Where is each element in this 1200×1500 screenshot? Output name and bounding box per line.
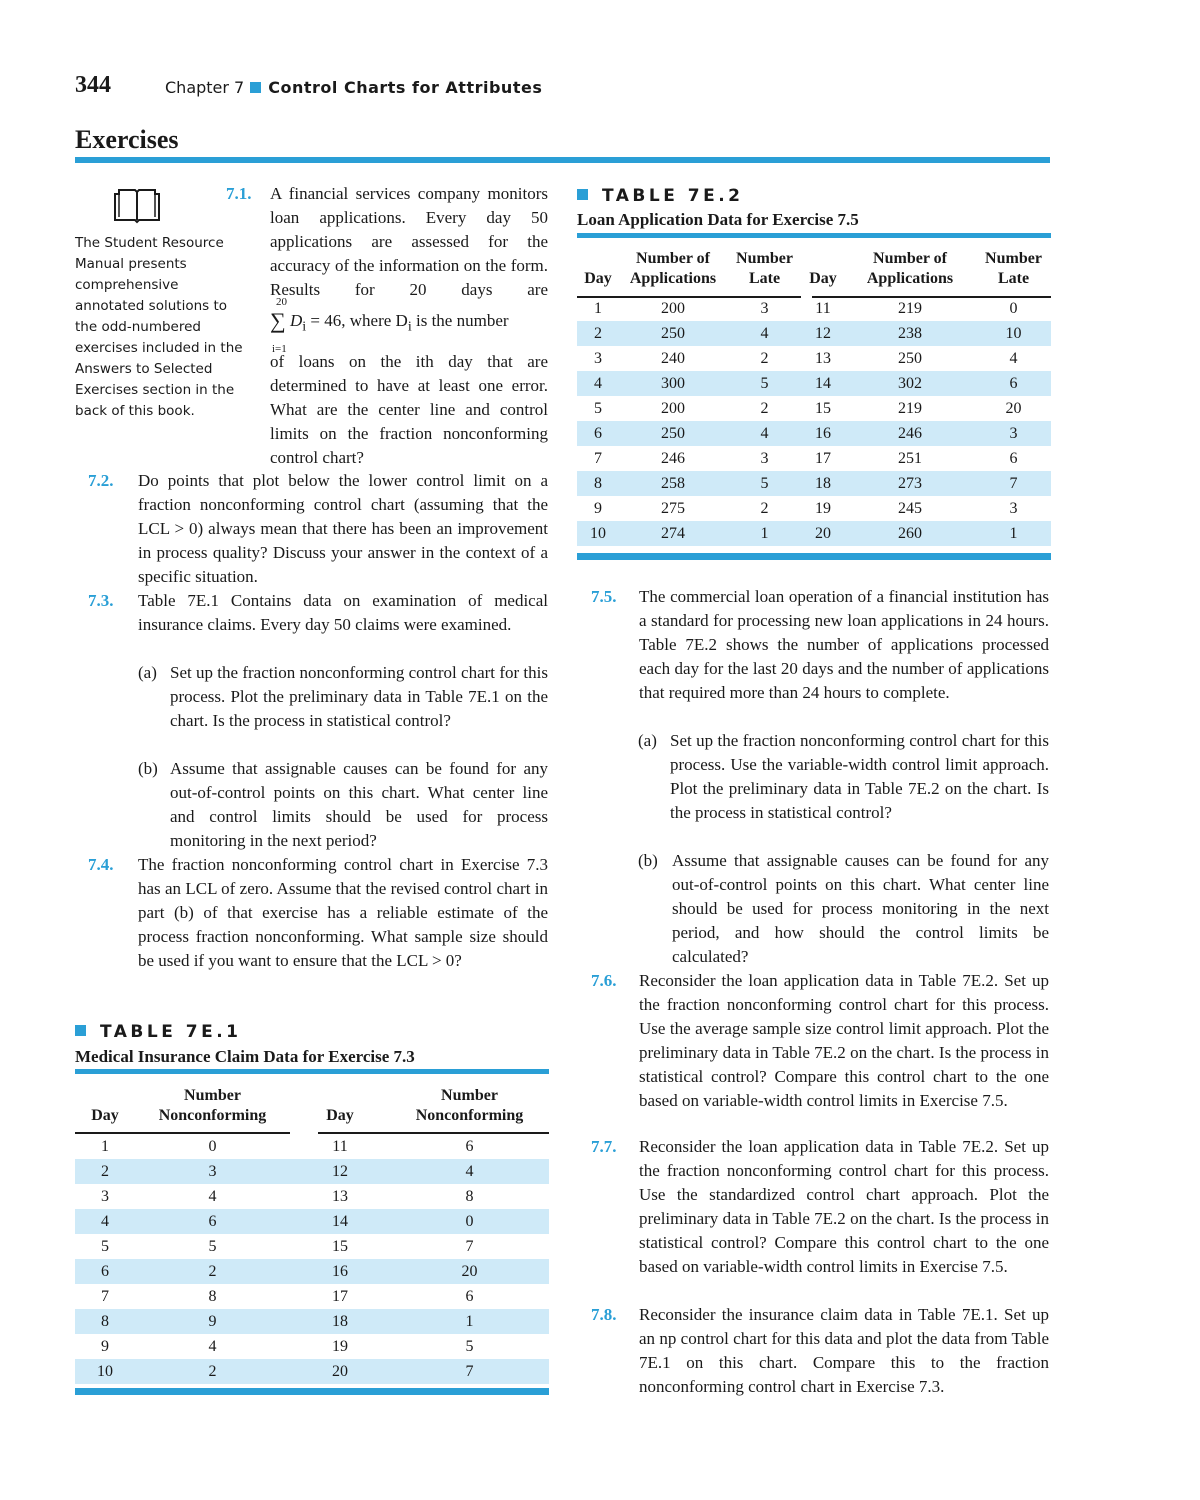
table-cell: 250 [898,349,922,367]
table-caption: Loan Application Data for Exercise 7.5 [577,210,859,229]
header-rule [577,296,801,298]
table-cell: 238 [844,321,976,346]
table-cell: 7 [390,1359,549,1384]
table-cell: 250 [619,321,727,346]
table-cell: 1 [101,1137,109,1155]
table-cell: 275 [661,499,685,517]
table-cell: 11 [815,299,831,317]
exercise-number: 7.5. [591,587,617,606]
exercise-text: Reconsider the insurance claim data in Table 7E.1. Set up an np control chart for this data and plot the data from Table 7E.1 on this chart. Compare this to the fraction nonconforming control chart in Exercise 7.3. [639,1305,1049,1396]
table-cell: 4 [727,421,802,446]
chapter-title: Control Charts for Attributes [268,78,543,97]
table-cell: 16 [290,1259,390,1284]
table-cell: 14 [802,371,844,396]
square-bullet-icon [250,82,261,93]
sidebar-note: The Student Resource Manual presents comprehensive annotated solutions to the odd-numbered exercises included in the Answers to Selected Exercises section in the back of this book. [75,235,243,419]
header-rule [75,1132,290,1134]
table-cell: 2 [760,499,769,517]
table-cell: 240 [661,349,685,367]
exercise-number: 7.1. [226,184,252,203]
table-row [75,1184,549,1209]
exercise-text: Table 7E.1 Contains data on examination of medical insurance claims. Every day 50 claims were examined. [138,591,548,634]
table-cell: 20 [1005,399,1022,417]
table-cell: 9 [135,1309,290,1334]
table-cell: 16 [802,421,844,446]
table-cell: 7 [465,1237,474,1255]
table-cell: 6 [577,421,619,446]
insurance-claim-table [75,1076,549,1384]
table-row [577,421,1051,446]
sum-tail: is the number [411,311,509,330]
table-cell: 10 [976,321,1051,346]
chapter-heading [165,78,542,97]
exercise-text: Reconsider the loan application data in Table 7E.2. Set up the fraction nonconforming control chart for this process. Use the standardized control chart approach. Plot the preliminary data in Table 7E.2 on the chart. Is the process in statistical control? Compare this control chart to the one based on variable-width control limits in Exercise 7.5. [639,1137,1049,1276]
header-rule [812,296,1051,298]
table-cell: 5 [594,399,602,417]
table-cell: 20 [290,1359,390,1384]
table-cell: 200 [661,299,685,317]
table-cell: 2 [135,1359,290,1384]
table-header: Day [802,240,844,296]
table-cell: 15 [815,399,831,417]
sum-result: = 46, where D [306,311,408,330]
table-cell: 14 [290,1209,390,1234]
table-cell: 3 [101,1187,109,1205]
table-cell: 246 [661,449,685,467]
sum-result-subscript: i [407,318,412,335]
table-caption: Medical Insurance Claim Data for Exercise 7.3 [75,1047,415,1066]
section-rule [75,157,1050,163]
table-cell: 8 [465,1187,474,1205]
exercise-text: The commercial loan operation of a financial institution has a standard for processing new loan applications in 24 hours. Table 7E.2 shows the number of applications processed each day for the last 20 days and the number of applications that required more than 24 hours to complete. [639,587,1049,702]
table-cell: 1 [594,299,602,317]
table-cell: 15 [332,1237,348,1255]
table-cell: 3 [760,449,769,467]
exercise-text: The fraction nonconforming control chart in Exercise 7.3 has an LCL of zero. Assume that the revised control chart in part (b) of that exercise has a reliable estimate of the process fraction nonconforming. What sample size should be used if you want to ensure that the LCL > 0? [138,855,548,970]
table-cell: 3 [594,349,602,367]
table-cell: 17 [815,449,831,467]
table-cell: 1 [390,1309,549,1334]
table-row [75,1359,549,1384]
table-cell: 5 [101,1237,109,1255]
table-row [577,296,1051,321]
table-cell: 274 [619,521,727,546]
table-cell: 10 [577,521,619,546]
table-cell: 4 [727,321,802,346]
table-cell: 250 [619,421,727,446]
table-cell: 0 [1009,299,1018,317]
table-row [577,371,1051,396]
table-row [75,1284,549,1309]
table-row [75,1159,549,1184]
table-row [577,346,1051,371]
table-cell: 6 [465,1287,474,1305]
table-row [75,1309,549,1334]
table-cell: 12 [290,1159,390,1184]
table-header: Number Nonconforming [135,1076,290,1134]
exercise-part: (a) Set up the fraction nonconforming control chart for this process. Use the variable-width control limit approach. Plot the preliminary data in Table 7E.2 on the chart. Is the process in statistical control? [638,731,1049,822]
table-row [75,1209,549,1234]
table-cell: 219 [898,299,922,317]
table-cell: 20 [802,521,844,546]
table-row [577,446,1051,471]
table-cell: 3 [135,1159,290,1184]
table-top-rule [577,233,1051,238]
table-header: Day [577,240,619,296]
sum-lower-limit: i=1 [272,343,287,355]
table-row [75,1334,549,1359]
table-row [577,321,1051,346]
table-cell: 4 [208,1187,217,1205]
table-cell: 219 [898,399,922,417]
table-cell: 1 [976,521,1051,546]
table-cell: 4 [1009,349,1018,367]
table-cell: 7 [976,471,1051,496]
table-cell: 6 [75,1259,135,1284]
table-cell: 12 [802,321,844,346]
exercise-number: 7.7. [591,1137,617,1156]
table-bottom-rule [75,1388,549,1395]
table-cell: 19 [332,1337,348,1355]
table-cell: 246 [844,421,976,446]
exercise-part: (b) Assume that assignable causes can be found for any out-of-control points on this chart. What center line and control limits should be used for process monitoring in the next period? [138,759,548,850]
exercise-number: 7.3. [88,591,114,610]
table-row [75,1234,549,1259]
table-cell: 3 [976,421,1051,446]
exercise-text: Reconsider the loan application data in Table 7E.2. Set up the fraction nonconforming control chart for this process. Use the average sample size control limit approach. Plot the preliminary data in Table 7E.2 on the chart. Is the process in statistical control? Compare this control chart to the one based on variable-width control limits in Exercise 7.5. [639,971,1049,1110]
table-cell: 251 [898,449,922,467]
table-cell: 2 [760,399,769,417]
table-cell: 9 [101,1337,109,1355]
exercise-number: 7.2. [88,471,114,490]
table-bottom-rule [577,553,1051,560]
exercise-text: Do points that plot below the lower control limit on a fraction nonconforming control chart (assuming that the LCL > 0) always mean that there has been an improvement in process quality? Discuss your answer in the context of a specific situation. [138,471,548,586]
table-cell: 2 [135,1259,290,1284]
table-cell: 18 [290,1309,390,1334]
table-cell: 200 [661,399,685,417]
table-cell: 8 [75,1309,135,1334]
table-cell: 273 [844,471,976,496]
table-cell: 4 [577,371,619,396]
table-row [577,521,1051,546]
table-cell: 5 [465,1337,474,1355]
table-cell: 9 [594,499,602,517]
table-row [577,496,1051,521]
table-top-rule [75,1069,549,1074]
square-bullet-icon [577,189,588,200]
exercise-text: of loans on the ith day that are determined to have at least one error. What are the center line and control limits on the fraction nonconforming control chart? [270,352,548,467]
sum-variable: D [289,311,303,330]
table-row [577,396,1051,421]
table-cell: 4 [390,1159,549,1184]
table-cell: 2 [760,349,769,367]
table-cell: 2 [75,1159,135,1184]
table-header: Number of Applications [619,240,727,296]
table-cell: 4 [208,1337,217,1355]
table-cell: 5 [727,471,802,496]
exercise-number: 7.8. [591,1305,617,1324]
table-cell: 2 [577,321,619,346]
table-cell: 5 [208,1237,217,1255]
table-header: Number Nonconforming [390,1076,549,1134]
table-cell: 13 [332,1187,348,1205]
table-cell: 20 [390,1259,549,1284]
open-book-icon [113,188,161,224]
table-cell: 6 [1009,449,1018,467]
header-rule [318,1132,549,1134]
table-cell: 19 [815,499,831,517]
exercise-number: 7.4. [88,855,114,874]
table-header: Day [290,1076,390,1134]
table-label: TABLE 7E.2 [577,186,743,206]
table-cell: 0 [390,1209,549,1234]
table-cell: 1 [727,521,802,546]
exercise-text: A financial services company monitors loan applications. Every day 50 applications are assessed for the accuracy of the information on the form. Results for 20 days are [270,184,548,299]
table-row [75,1259,549,1284]
table-cell: 7 [594,449,602,467]
table-cell: 6 [976,371,1051,396]
table-cell: 0 [208,1137,217,1155]
loan-application-table [577,240,1051,546]
table-cell: 3 [760,299,769,317]
table-cell: 10 [75,1359,135,1384]
table-cell: 11 [332,1137,348,1155]
sum-upper-limit: 20 [276,296,287,308]
section-title: Exercises [75,125,179,154]
table-cell: 5 [727,371,802,396]
table-row [75,1134,549,1159]
table-cell: 302 [844,371,976,396]
table-header: Day [75,1076,135,1134]
table-cell: 6 [465,1137,474,1155]
table-cell: 8 [577,471,619,496]
table-header: Number of Applications [844,240,976,296]
table-cell: 258 [619,471,727,496]
exercise-number: 7.6. [591,971,617,990]
exercise-part: (b) Assume that assignable causes can be found for any out-of-control points on this chart. What center line should be used for process monitoring in the next period, and how should the control limits be calculated? [638,851,1049,966]
square-bullet-icon [75,1025,86,1036]
table-cell: 18 [802,471,844,496]
table-label: TABLE 7E.1 [75,1022,241,1042]
table-cell: 8 [208,1287,217,1305]
table-cell: 245 [898,499,922,517]
page-number: 344 [75,72,111,98]
table-cell: 4 [75,1209,135,1234]
table-cell: 300 [619,371,727,396]
table-header: Number Late [976,240,1051,296]
chapter-label: Chapter 7 [165,78,245,97]
table-row [577,471,1051,496]
table-cell: 260 [844,521,976,546]
table-cell: 17 [332,1287,348,1305]
table-cell: 3 [1009,499,1018,517]
table-cell: 7 [101,1287,109,1305]
summation-expression: ∑ $D_i = 46$, where $D_i$ is the number [270,308,509,335]
exercise-part: (a) Set up the fraction nonconforming control chart for this process. Plot the preliminary data in Table 7E.1 on the chart. Is the process in statistical control? [138,663,548,730]
table-cell: 6 [135,1209,290,1234]
sum-subscript: i [302,318,307,335]
table-cell: 13 [815,349,831,367]
table-header: Number Late [727,240,802,296]
